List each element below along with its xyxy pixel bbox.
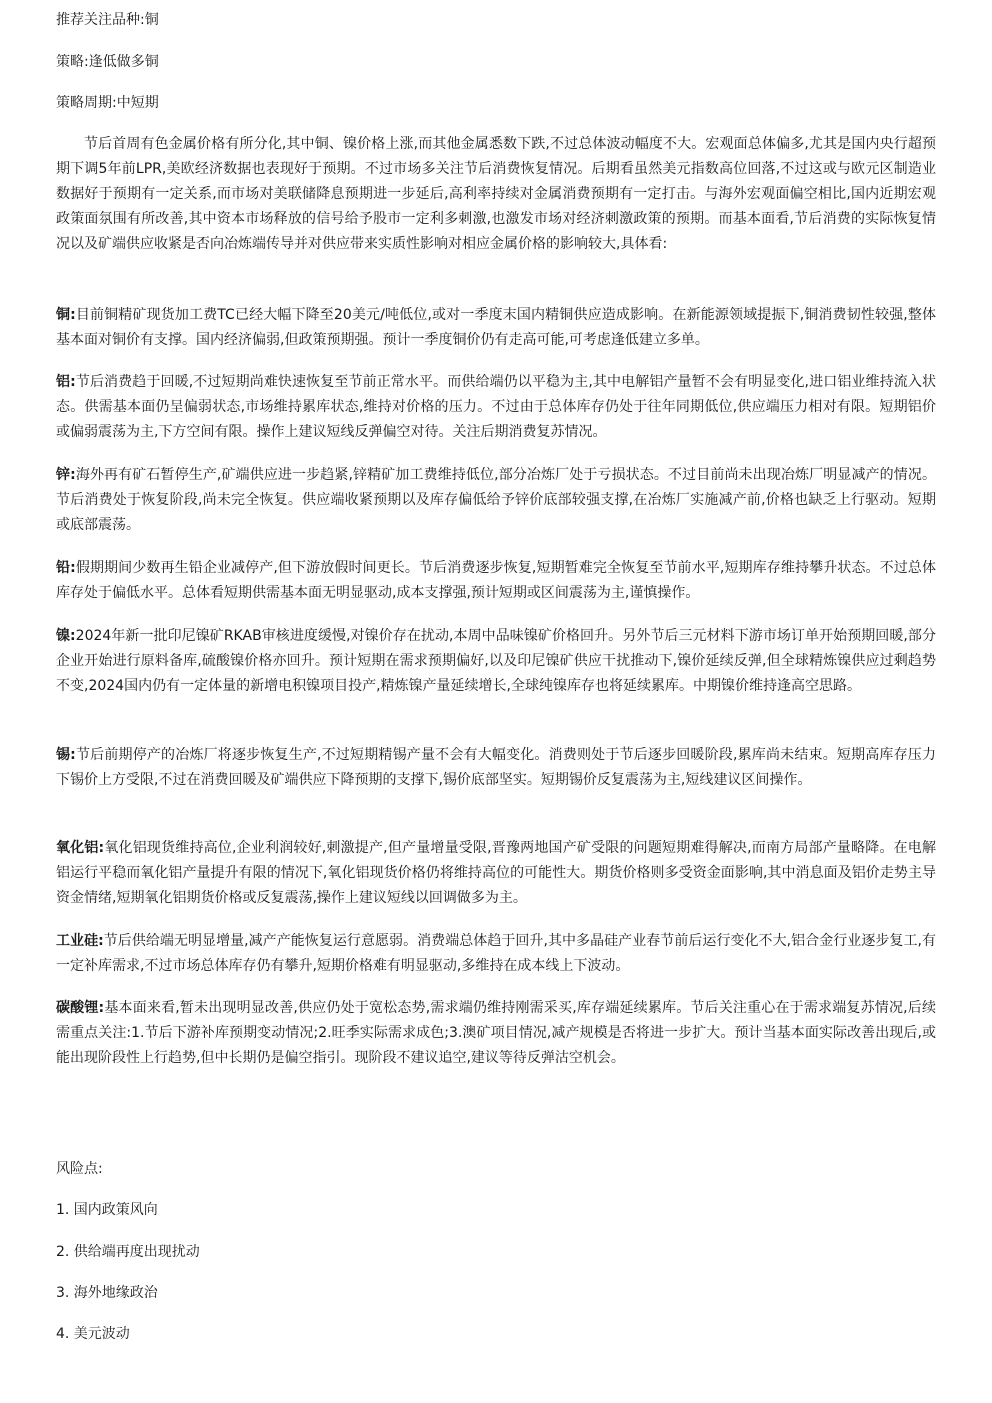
copper-text: 目前铜精矿现货加工费TC已经大幅下降至20美元/吨低位,或对一季度末国内精铜供应造成影响。在新能源领域提振下,铜消费韧性较强,整体基本面对铜价有支撑。国内经济偏弱,但政策预期强。预计一季度铜价仍有走高可能,可考虑逢低建立多单。 bbox=[56, 307, 936, 348]
aluminum-text: 节后消费趋于回暖,不过短期尚难快速恢复至节前正常水平。而供给端仍以平稳为主,其中电解铝产量暂不会有明显变化,进口铝业维持流入状态。供需基本面仍呈偏弱状态,市场维持累库状态,维持对价格的压力。不过由于总体库存仍处于往年同期低位,供应端压力相对有限。短期铝价或偏弱震荡为主,下方空间有限。操作上建议短线反弹偏空对待。关注后期消费复苏情况。 bbox=[56, 374, 936, 440]
lead-label: 铅: bbox=[56, 560, 76, 576]
tin-text: 节后前期停产的冶炼厂将逐步恢复生产,不过短期精锡产量不会有大幅变化。消费则处于节后逐步回暖阶段,累库尚未结束。短期高库存压力下锡价上方受限,不过在消费回暖及矿端供应下降预期的支撑下,锡价底部坚实。短期锡价反复震荡为主,短线建议区间操作。 bbox=[56, 747, 936, 788]
lead-text: 假期期间少数再生铅企业减停产,但下游放假时间更长。节后消费逐步恢复,短期暂难完全恢复至节前水平,短期库存维持攀升状态。不过总体库存处于偏低水平。总体看短期供需基本面无明显驱动,成本支撑强,预计短期或区间震荡为主,谨慎操作。 bbox=[56, 560, 936, 601]
tin-paragraph bbox=[56, 743, 936, 793]
lithium-carbonate-label: 碳酸锂: bbox=[56, 1000, 105, 1016]
zinc-paragraph bbox=[56, 463, 936, 538]
recommend-line: 推荐关注品种:铜 bbox=[56, 12, 159, 28]
nickel-text: 2024年新一批印尼镍矿RKAB审核进度缓慢,对镍价存在扰动,本周中品味镍矿价格回升。另外节后三元材料下游市场订单开始预期回暖,部分企业开始进行原料备库,硫酸镍价格亦回升。预计短期在需求预期偏好,以及印尼镍矿供应干扰推动下,镍价延续反弹,但全球精炼镍供应过剩趋势不变,2024国内仍有一定体量的新增电积镍项目投产,精炼镍产量延续增长,全球纯镍库存也将延续累库。中期镍价维持逢高空思路。 bbox=[56, 628, 936, 694]
strategy-line: 策略:逢低做多铜 bbox=[56, 54, 159, 70]
silicon-paragraph bbox=[56, 929, 936, 979]
strategy-period-line: 策略周期:中短期 bbox=[56, 95, 159, 111]
tin-label: 锡: bbox=[56, 747, 76, 763]
silicon-text: 节后供给端无明显增量,减产产能恢复运行意愿弱。消费端总体趋于回升,其中多晶硅产业春节前后运行变化不大,铝合金行业逐步复工,有一定补库需求,不过市场总体库存仍有攀升,短期价格难有明显驱动,多维持在成本线上下波动。 bbox=[56, 933, 936, 974]
intro-paragraph: 节后首周有色金属价格有所分化,其中铜、镍价格上涨,而其他金属悉数下跌,不过总体波动幅度不大。宏观面总体偏多,尤其是国内央行超预期下调5年前LPR,美欧经济数据也表现好于预期。不过市场多关注节后消费恢复情况。后期看虽然美元指数高位回落,不过这或与欧元区制造业数据好于预期有一定关系,而市场对美联储降息预期进一步延后,高利率持续对金属消费预期有一定打击。与海外宏观面偏空相比,国内近期宏观政策面氛围有所改善,其中资本市场释放的信号给予股市一定利多刺激,也激发市场对经济刺激政策的预期。而基本面看,节后消费的实际恢复情况以及矿端供应收紧是否向冶炼端传导并对供应带来实质性影响对相应金属价格的影响较大,具体看: bbox=[56, 136, 936, 252]
aluminum-label: 铝: bbox=[56, 374, 76, 390]
risk-item: 1. 国内政策风向 bbox=[56, 1202, 158, 1218]
risks-title: 风险点: bbox=[56, 1161, 103, 1177]
lithium-carbonate-paragraph bbox=[56, 996, 936, 1071]
alumina-text: 氧化铝现货维持高位,企业利润较好,刺激提产,但产量增量受限,晋豫两地国产矿受限的问题短期难得解决,而南方局部产量略降。在电解铝运行平稳而氧化铝产量提升有限的情况下,氧化铝现货价格仍将维持高位的可能性大。期货价格则多受资金面影响,其中消息面及铝价走势主导资金情绪,短期氧化铝期货价格或反复震荡,操作上建议短线以回调做多为主。 bbox=[56, 840, 936, 906]
risk-item: 3. 海外地缘政治 bbox=[56, 1285, 158, 1301]
aluminum-paragraph bbox=[56, 370, 936, 445]
nickel-label: 镍: bbox=[56, 628, 76, 644]
silicon-label: 工业硅: bbox=[56, 933, 104, 949]
risk-item: 2. 供给端再度出现扰动 bbox=[56, 1244, 200, 1260]
nickel-paragraph bbox=[56, 624, 936, 699]
zinc-text: 海外再有矿石暂停生产,矿端供应进一步趋紧,锌精矿加工费维持低位,部分冶炼厂处于亏损状态。不过目前尚未出现冶炼厂明显减产的情况。节后消费处于恢复阶段,尚未完全恢复。供应端收紧预期以及库存偏低给予锌价底部较强支撑,在冶炼厂实施减产前,价格也缺乏上行驱动。短期或底部震荡。 bbox=[56, 467, 936, 533]
copper-paragraph bbox=[56, 303, 936, 353]
lithium-carbonate-text: 基本面来看,暂未出现明显改善,供应仍处于宽松态势,需求端仍维持刚需采买,库存端延续累库。节后关注重心在于需求端复苏情况,后续需重点关注:1.节后下游补库预期变动情况;2.旺季实际需求成色;3.澳矿项目情况,减产规模是否将进一步扩大。预计当基本面实际改善出现后,或能出现阶段性上行趋势,但中长期仍是偏空指引。现阶段不建议追空,建议等待反弹沽空机会。 bbox=[56, 1000, 936, 1066]
alumina-label: 氧化铝: bbox=[56, 840, 105, 856]
risk-item: 4. 美元波动 bbox=[56, 1326, 130, 1342]
lead-paragraph bbox=[56, 556, 936, 606]
zinc-label: 锌: bbox=[56, 467, 76, 483]
copper-label: 铜: bbox=[56, 307, 76, 323]
alumina-paragraph bbox=[56, 836, 936, 911]
